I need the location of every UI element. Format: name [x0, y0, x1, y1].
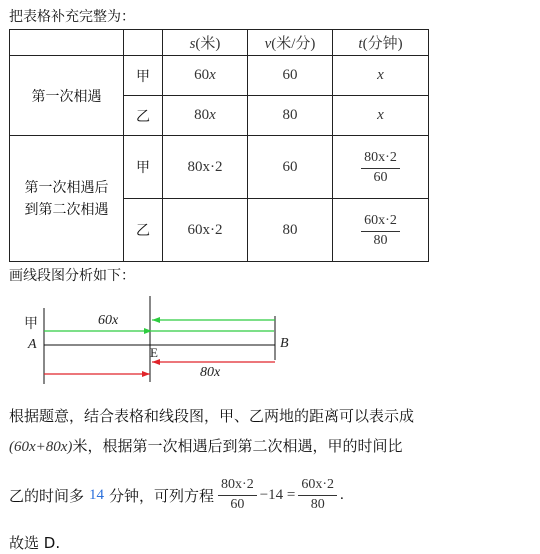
- header-s: s(米): [163, 30, 248, 56]
- first-jia-t: x: [333, 56, 429, 96]
- label-A: A: [28, 337, 37, 352]
- analysis-line-3-b: 分钟，可列方程: [109, 486, 215, 505]
- analysis-line-3: [9, 478, 344, 512]
- second-jia-name: 甲: [124, 136, 163, 199]
- second-jia-t-fraction: [361, 151, 400, 185]
- eq-left-numerator: 80x·2: [218, 478, 257, 496]
- first-yi-v: 80: [248, 96, 333, 136]
- answer-text: 故选 D.: [9, 534, 61, 552]
- label-E: E: [150, 345, 158, 360]
- distance-expression: (60x+80x): [9, 439, 73, 455]
- first-yi-t: x: [333, 96, 429, 136]
- analysis-line-2-text: 米，根据第一次相遇后到第二次相遇，甲的时间比: [72, 437, 403, 455]
- second-yi-t-numerator: 60x·2: [361, 214, 400, 232]
- label-jia: 甲: [24, 316, 38, 332]
- intro-text: 把表格补充完整为：: [9, 9, 135, 25]
- header-row: [10, 30, 429, 56]
- second-meet-label-line1: 第一次相遇后: [24, 179, 109, 196]
- first-yi-name: 乙: [124, 96, 163, 136]
- first-yi-s: 80x: [163, 96, 248, 136]
- second-yi-s: 60x·2: [163, 199, 248, 262]
- second-meet-label: [10, 136, 124, 262]
- equation-right-fraction: [298, 478, 337, 512]
- second-yi-v: 80: [248, 199, 333, 262]
- equation-middle: −14 =: [259, 486, 296, 503]
- first-jia-s: 60x: [163, 56, 248, 96]
- second-jia-t: [333, 136, 429, 199]
- first-meet-label: 第一次相遇: [10, 56, 124, 136]
- data-table: [9, 29, 429, 262]
- eq-right-numerator: 60x·2: [298, 478, 337, 496]
- analysis-line-1: 根据题意，结合表格和线段图，甲、乙两地的距离可以表示成: [9, 407, 415, 425]
- first-jia-v: 60: [248, 56, 333, 96]
- second-jia-t-numerator: 80x·2: [361, 151, 400, 169]
- equation-left-fraction: [218, 478, 257, 512]
- eq-right-denominator: 80: [310, 496, 325, 512]
- first-jia-name: 甲: [124, 56, 163, 96]
- second-jia-t-denominator: 60: [373, 169, 388, 185]
- table-row: [10, 136, 429, 199]
- segment-diagram: [0, 290, 540, 390]
- equation-end: .: [340, 486, 344, 503]
- header-blank: [10, 30, 124, 56]
- eq-left-denominator: 60: [230, 496, 245, 512]
- header-v: v(米/分): [248, 30, 333, 56]
- second-yi-name: 乙: [124, 199, 163, 262]
- analysis-line-2: [9, 435, 402, 456]
- label-60x: 60x: [98, 313, 119, 328]
- table-row: [10, 56, 429, 96]
- analysis-line-3-a: 乙的时间多: [9, 486, 85, 505]
- red-arrow-lower: [142, 371, 150, 377]
- label-80x: 80x: [200, 365, 221, 380]
- second-jia-v: 60: [248, 136, 333, 199]
- diagram-intro: 画线段图分析如下：: [9, 268, 135, 284]
- label-B: B: [280, 336, 289, 351]
- green-arrow-lower: [144, 328, 152, 334]
- second-yi-t-denominator: 80: [373, 232, 388, 248]
- header-t: t(分钟): [333, 30, 429, 56]
- second-jia-s: 80x·2: [163, 136, 248, 199]
- second-meet-label-line2: 到第二次相遇: [24, 201, 109, 218]
- second-yi-t: [333, 199, 429, 262]
- extra-minutes: 14: [89, 486, 105, 503]
- header-blank-2: [124, 30, 163, 56]
- second-yi-t-fraction: [361, 214, 400, 248]
- green-arrow-upper: [152, 317, 160, 323]
